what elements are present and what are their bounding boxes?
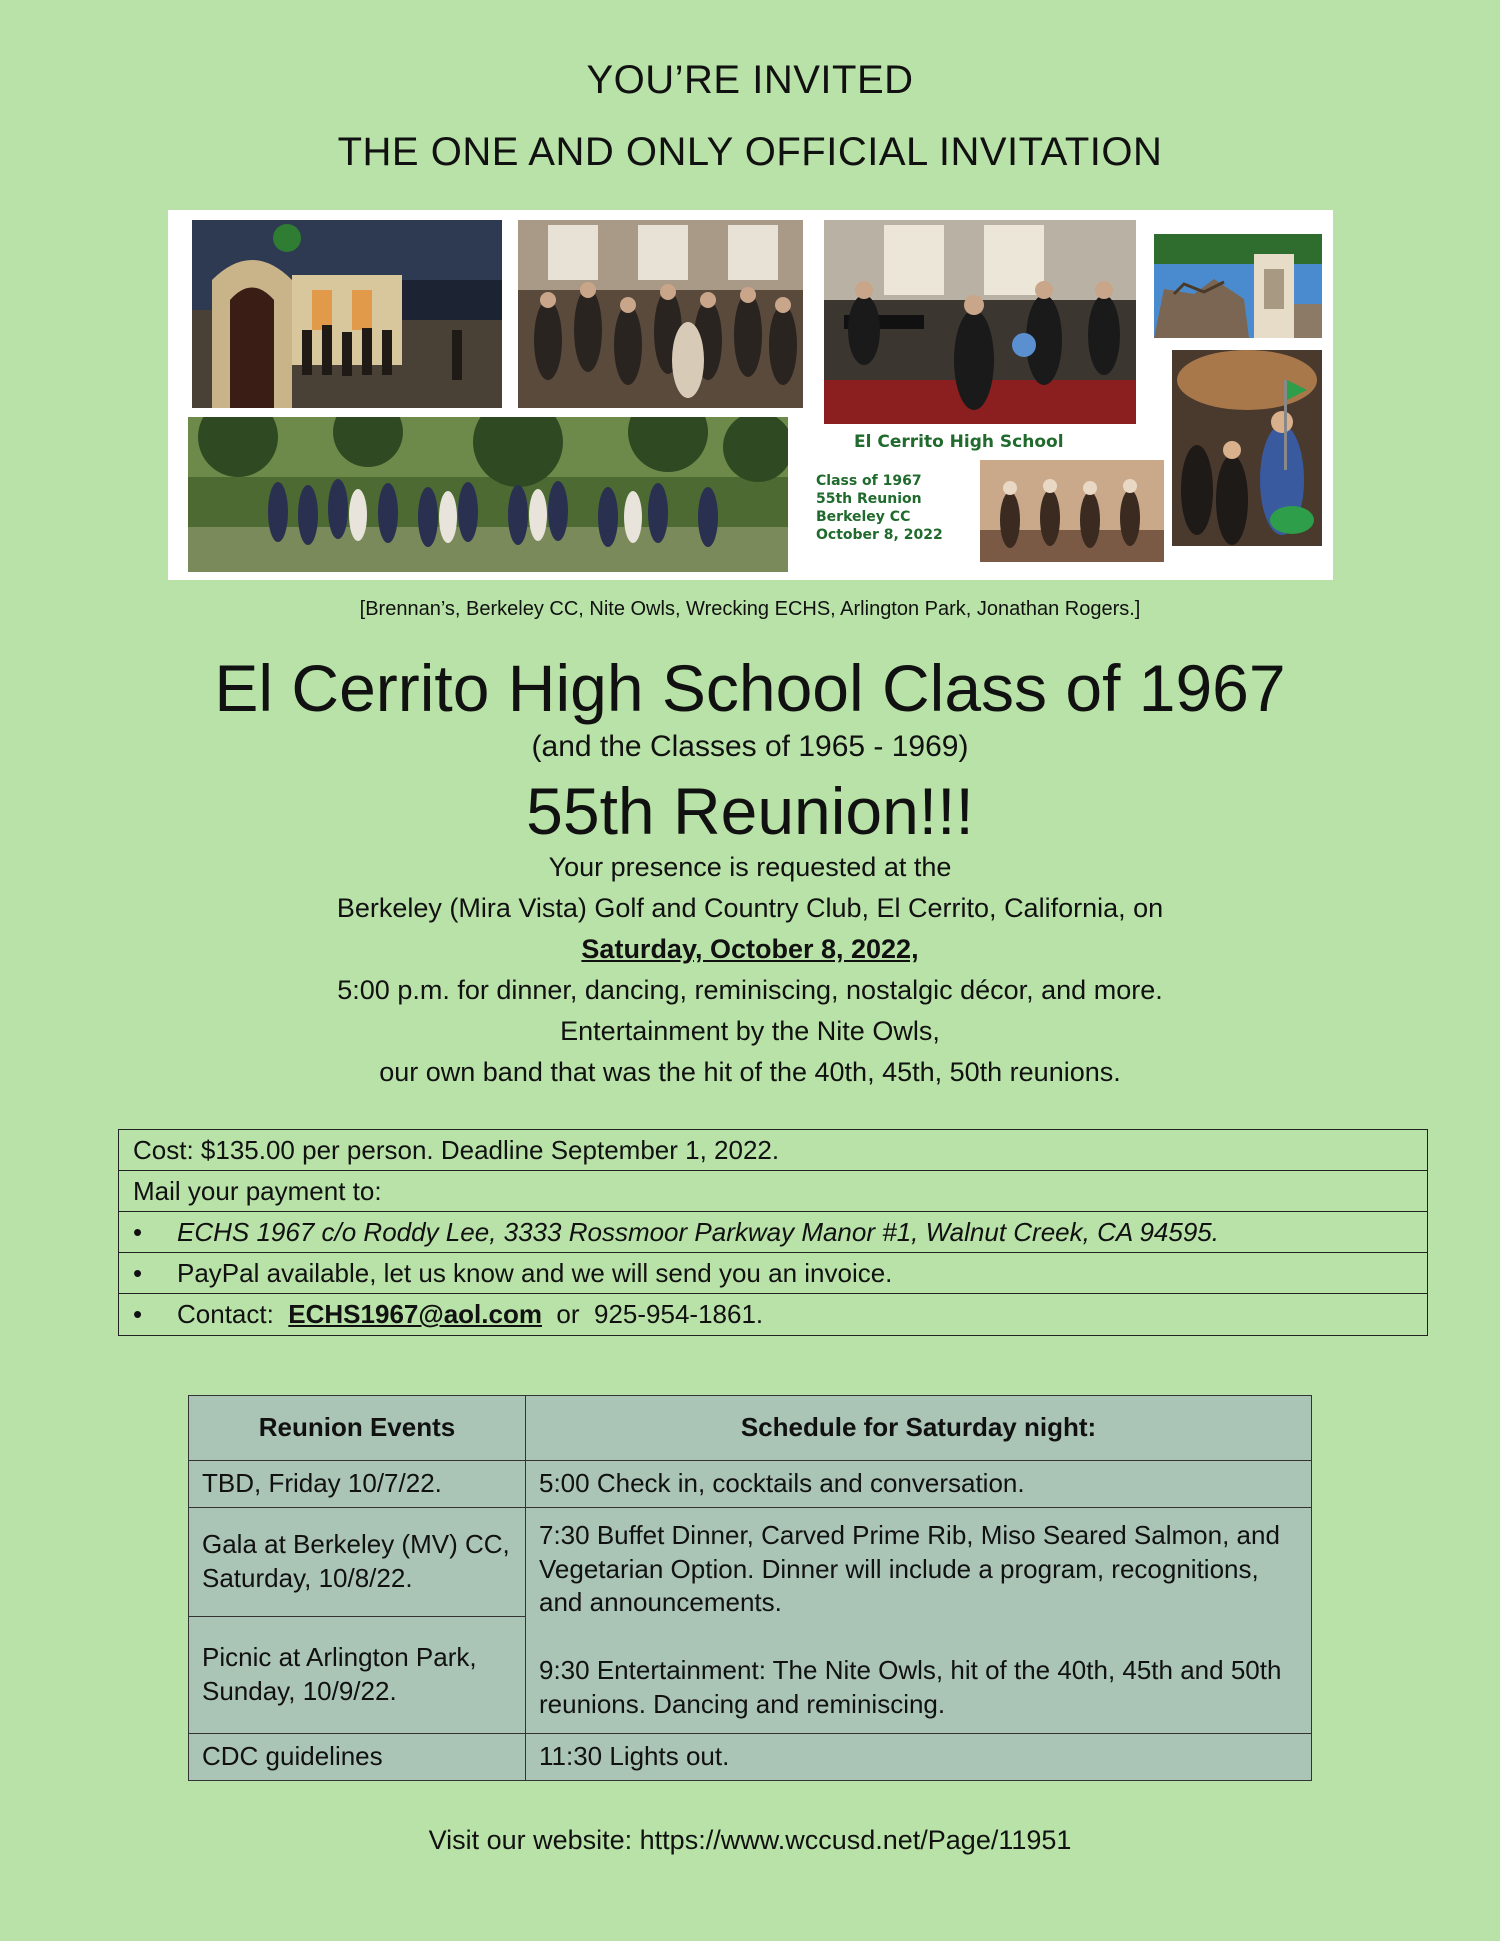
schedule-checkin: 5:00 Check in, cocktails and conversation.	[526, 1461, 1312, 1508]
events-header-schedule: Schedule for Saturday night:	[526, 1396, 1312, 1461]
invitation-line-presence: Your presence is requested at the	[548, 852, 952, 882]
sub-title: (and the Classes of 1965 - 1969)	[531, 730, 969, 763]
main-title: El Cerrito High School Class of 1967	[214, 651, 1286, 725]
schedule-dinner-entertainment	[526, 1507, 1312, 1733]
contact-label: Contact:	[177, 1299, 274, 1329]
photo-nite-owls-band	[824, 220, 1136, 424]
invitation-line-venue: Berkeley (Mira Vista) Golf and Country Club, El Cerrito, California, on	[336, 893, 1164, 923]
header-invited: YOU’RE INVITED	[586, 58, 914, 102]
contact-phone: 925-954-1861.	[594, 1299, 764, 1329]
cost-row-paypal	[119, 1253, 1427, 1294]
photo-dance-floor	[518, 220, 803, 408]
event-cdc-guidelines: CDC guidelines	[189, 1733, 526, 1780]
cost-row-price: Cost: $135.00 per person. Deadline September 1, 2022.	[119, 1130, 1427, 1171]
collage-detail-class: Class of 1967	[816, 473, 922, 489]
collage-details-caption	[816, 472, 943, 544]
collage-detail-venue: Berkeley CC	[816, 509, 911, 525]
cost-row-contact	[119, 1294, 1427, 1335]
event-friday: TBD, Friday 10/7/22.	[189, 1461, 526, 1508]
photo-wrecking-echs	[1154, 234, 1322, 338]
bullet: •	[133, 1217, 143, 1247]
collage-detail-reunion: 55th Reunion	[816, 491, 922, 507]
photo-arlington-park	[188, 417, 788, 572]
schedule-lights-out: 11:30 Lights out.	[526, 1733, 1312, 1780]
photo-collage	[168, 210, 1333, 580]
cost-row-address	[119, 1212, 1427, 1253]
events-header-reunion-events: Reunion Events	[189, 1396, 526, 1461]
event-gala: Gala at Berkeley (MV) CC, Saturday, 10/8/22.	[189, 1507, 526, 1616]
invitation-line-band: our own band that was the hit of the 40th, 45th, 50th reunions.	[379, 1057, 1121, 1087]
event-picnic: Picnic at Arlington Park, Sunday, 10/9/22.	[189, 1616, 526, 1733]
photo-jonathan-rogers	[1172, 350, 1322, 546]
paypal-note: PayPal available, let us know and we will send you an invoice.	[177, 1258, 893, 1288]
invitation-line-entertainment: Entertainment by the Nite Owls,	[560, 1016, 940, 1046]
cost-row-mail: Mail your payment to:	[119, 1171, 1427, 1212]
bullet: •	[133, 1299, 143, 1329]
reunion-title: 55th Reunion!!!	[526, 774, 974, 848]
invitation-line-date: Saturday, October 8, 2022,	[581, 934, 919, 964]
schedule-entertainment: 9:30 Entertainment: The Nite Owls, hit of the 40th, 45th and 50th reunions. Dancing and reminiscing.	[539, 1655, 1282, 1719]
invitation-line-time: 5:00 p.m. for dinner, dancing, reminiscing, nostalgic décor, and more.	[337, 975, 1163, 1005]
bullet: •	[133, 1258, 143, 1288]
photo-old-band	[980, 460, 1164, 562]
schedule-dinner: 7:30 Buffet Dinner, Carved Prime Rib, Miso Seared Salmon, and Vegetarian Option. Dinner will include a program, recognitions, and announcements.	[539, 1519, 1280, 1618]
header-official-invitation: THE ONE AND ONLY OFFICIAL INVITATION	[337, 130, 1163, 174]
events-table	[188, 1395, 1312, 1781]
website-line: Visit our website: https://www.wccusd.net/Page/11951	[428, 1825, 1072, 1855]
collage-school-caption: El Cerrito High School	[854, 432, 1064, 452]
collage-detail-date: October 8, 2022	[816, 527, 943, 543]
contact-email-link[interactable]: ECHS1967@aol.com	[288, 1299, 542, 1329]
photo-credits: [Brennan’s, Berkeley CC, Nite Owls, Wrecking ECHS, Arlington Park, Jonathan Rogers.]	[359, 598, 1141, 620]
mailing-address: ECHS 1967 c/o Roddy Lee, 3333 Rossmoor Parkway Manor #1, Walnut Creek, CA 94595.	[177, 1217, 1219, 1247]
cost-box	[118, 1129, 1428, 1336]
contact-or: or	[556, 1299, 580, 1329]
photo-brennans	[192, 220, 502, 408]
